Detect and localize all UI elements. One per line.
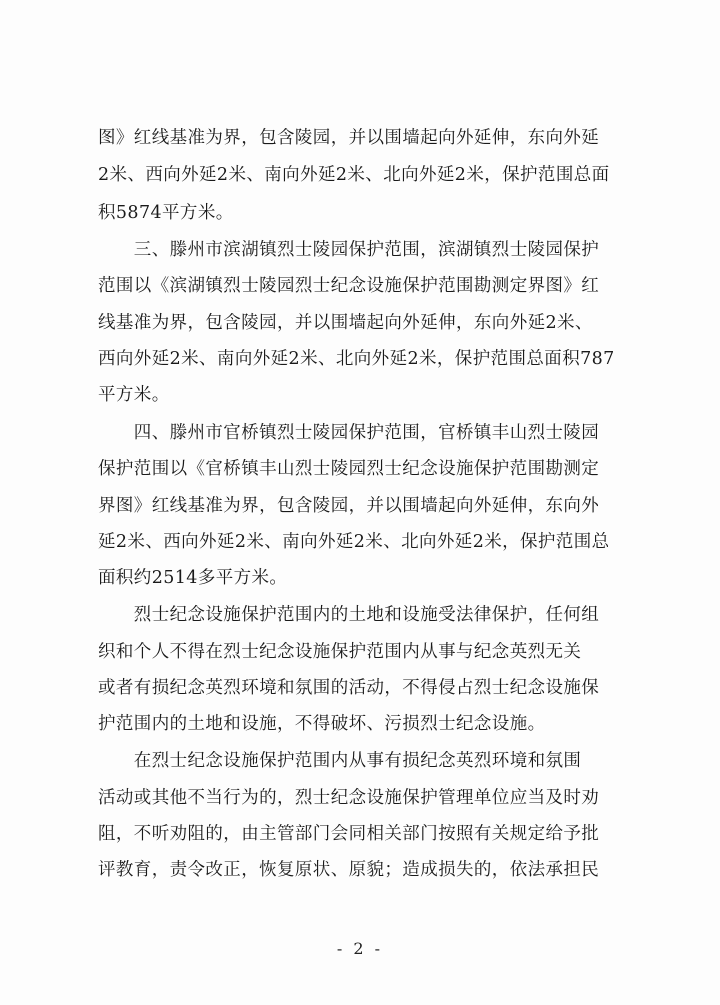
paragraph-3-line-2: 保护范围以《官桥镇丰山烈士陵园烈士纪念设施保护范围勘测定	[98, 459, 600, 479]
paragraph-2-line-2: 范围以《滨湖镇烈士陵园烈士纪念设施保护范围勘测定界图》红	[98, 276, 600, 296]
paragraph-3-line-4: 延2米、西向外延2米、南向外延2米、北向外延2米，保护范围总	[98, 532, 610, 552]
paragraph-5-line-3: 阻，不听劝阻的，由主管部门会同相关部门按照有关规定给予批	[98, 824, 600, 844]
paragraph-2-line-4: 西向外延2米、南向外延2米、北向外延2米，保护范围总面积787	[98, 349, 615, 369]
paragraph-2-line-1: 三、滕州市滨湖镇烈士陵园保护范围，滨湖镇烈士陵园保护	[98, 240, 600, 260]
paragraph-5-line-4: 评教育，责令改正，恢复原状、原貌；造成损失的，依法承担民	[98, 860, 600, 880]
paragraph-5-line-2: 活动或其他不当行为的，烈士纪念设施保护管理单位应当及时劝	[98, 788, 600, 808]
paragraph-3-line-3: 界图》红线基准为界，包含陵园，并以围墙起向外延伸，东向外	[98, 496, 600, 516]
paragraph-1-line-3: 积5874平方米。	[98, 203, 234, 223]
paragraph-1-line-2: 2米、西向外延2米、南向外延2米、北向外延2米，保护范围总面	[98, 165, 610, 185]
paragraph-4-line-3: 或者有损纪念英烈环境和氛围的活动，不得侵占烈士纪念设施保	[98, 678, 600, 698]
paragraph-4-line-1: 烈士纪念设施保护范围内的土地和设施受法律保护，任何组	[98, 605, 600, 625]
paragraph-2-line-5: 平方米。	[98, 385, 170, 405]
paragraph-4-line-2: 织和个人不得在烈士纪念设施保护范围内从事与纪念英烈无关	[98, 642, 582, 662]
paragraph-3-line-1: 四、滕州市官桥镇烈士陵园保护范围，官桥镇丰山烈士陵园	[98, 423, 600, 443]
page-number: - 2 -	[336, 939, 384, 958]
paragraph-3-line-5: 面积约2514多平方米。	[98, 568, 288, 588]
paragraph-2-line-3: 线基准为界，包含陵园，并以围墙起向外延伸，东向外延2米、	[98, 313, 593, 333]
paragraph-1-line-1: 图》红线基准为界，包含陵园，并以围墙起向外延伸，东向外延	[98, 128, 600, 148]
paragraph-5-line-1: 在烈士纪念设施保护范围内从事有损纪念英烈环境和氛围	[98, 751, 582, 771]
paragraph-4-line-4: 护范围内的土地和设施，不得破坏、污损烈士纪念设施。	[98, 714, 546, 734]
